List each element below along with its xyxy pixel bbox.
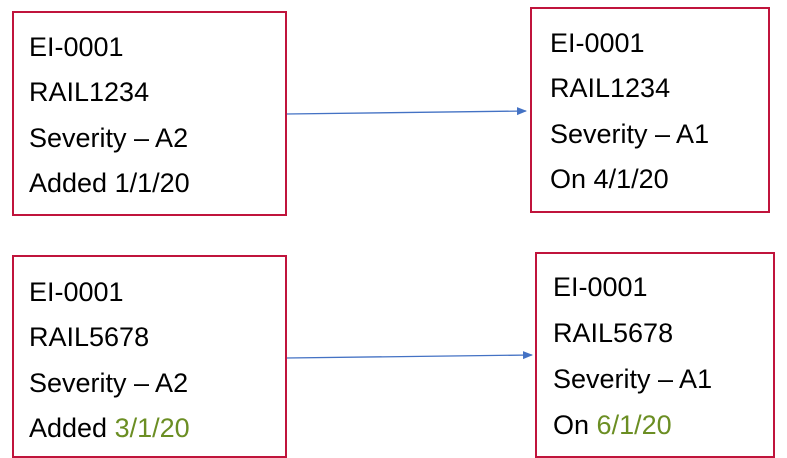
date-prefix: Added [29, 413, 108, 443]
event-box-bottom-right [535, 252, 775, 458]
arrow-top [286, 111, 526, 114]
date-line [29, 168, 190, 198]
severity-label: Severity – A2 [29, 368, 189, 398]
event-id: EI-0001 [29, 32, 124, 62]
event-box-top-right [530, 7, 770, 213]
arrow-bottom [286, 355, 532, 358]
event-id: EI-0001 [553, 272, 648, 302]
date-line [553, 410, 672, 440]
event-box-bottom-left [12, 255, 287, 458]
date-value-highlighted: 6/1/20 [596, 410, 672, 440]
date-value: 1/1/20 [114, 168, 190, 198]
date-line [550, 164, 669, 194]
rail-id: RAIL5678 [553, 318, 674, 348]
date-prefix: Added [29, 168, 108, 198]
date-value: 4/1/20 [593, 164, 669, 194]
event-id: EI-0001 [550, 28, 645, 58]
date-value-highlighted: 3/1/20 [114, 413, 190, 443]
event-id: EI-0001 [29, 277, 124, 307]
rail-id: RAIL5678 [29, 322, 150, 352]
date-line [29, 413, 190, 443]
date-prefix: On [550, 164, 587, 194]
rail-id: RAIL1234 [550, 73, 671, 103]
severity-label: Severity – A2 [29, 123, 189, 153]
event-box-top-left [12, 11, 287, 216]
rail-id: RAIL1234 [29, 77, 150, 107]
severity-label: Severity – A1 [550, 119, 710, 149]
severity-label: Severity – A1 [553, 364, 713, 394]
date-prefix: On [553, 410, 590, 440]
